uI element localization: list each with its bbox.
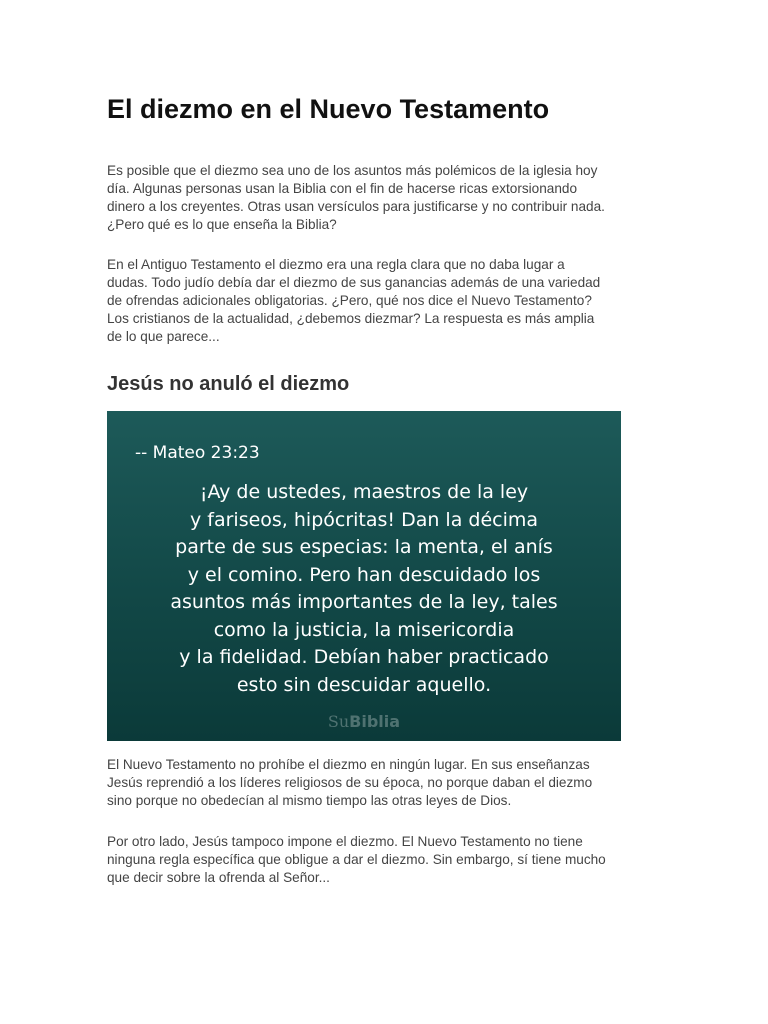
watermark-bold: Biblia xyxy=(349,712,401,731)
paragraph-line: ninguna regla específica que obligue a dar el diezmo. Sin embargo, sí tiene mucho xyxy=(107,852,606,867)
verse-line: como la justicia, la misericordia xyxy=(213,618,515,641)
paragraph-line: ¿Pero qué es lo que enseña la Biblia? xyxy=(107,217,337,232)
offering-paragraph xyxy=(107,833,667,887)
paragraph-line: Jesús reprendió a los líderes religiosos de su época, no porque daban el diezmo xyxy=(107,775,593,790)
verse-line: asuntos más importantes de la ley, tales xyxy=(170,591,558,613)
verse-line: ¡Ay de ustedes, maestros de la ley xyxy=(199,481,529,503)
verse-image xyxy=(107,411,621,741)
paragraph-line: dudas. Todo judío debía dar el diezmo de sus ganancias además de una variedad xyxy=(107,275,601,290)
paragraph-line: sino porque no obedecían al mismo tiempo las otras leyes de Dios. xyxy=(107,793,512,808)
new-testament-paragraph xyxy=(107,756,667,810)
paragraph-line: de ofrendas adicionales obligatorias. ¿Pero, qué nos dice el Nuevo Testamento? xyxy=(107,293,592,308)
verse-line: y el comino. Pero han descuidado los xyxy=(187,563,541,586)
verse-text xyxy=(107,479,621,699)
verse-line: y fariseos, hipócritas! Dan la décima xyxy=(189,508,539,531)
intro-paragraph xyxy=(107,162,667,234)
paragraph-line: Los cristianos de la actualidad, ¿debemos diezmar? La respuesta es más amplia xyxy=(107,311,595,326)
verse-line: parte de sus especias: la menta, el anís xyxy=(175,536,553,558)
paragraph-line: Por otro lado, Jesús tampoco impone el diezmo. El Nuevo Testamento no tiene xyxy=(107,834,583,849)
section-heading: Jesús no anuló el diezmo xyxy=(107,373,350,395)
paragraph-line: que decir sobre la ofrenda al Señor... xyxy=(107,870,330,885)
paragraph-line: Es posible que el diezmo sea uno de los asuntos más polémicos de la iglesia hoy xyxy=(107,163,598,178)
paragraph-line: día. Algunas personas usan la Biblia con el fin de hacerse ricas extorsionando xyxy=(107,181,578,196)
paragraph-line: El Nuevo Testamento no prohíbe el diezmo en ningún lugar. En sus enseñanzas xyxy=(107,757,590,772)
old-testament-paragraph xyxy=(107,256,667,346)
paragraph-line: En el Antiguo Testamento el diezmo era una regla clara que no daba lugar a xyxy=(107,257,565,272)
watermark-prefix: Su xyxy=(327,712,350,731)
subiblia-watermark-logo xyxy=(107,712,621,731)
verse-line: esto sin descuidar aquello. xyxy=(236,673,492,696)
verse-reference: -- Mateo 23:23 xyxy=(135,443,260,463)
paragraph-line: de lo que parece... xyxy=(107,329,220,344)
article-title: El diezmo en el Nuevo Testamento xyxy=(107,94,550,124)
verse-line: y la fidelidad. Debían haber practicado xyxy=(179,646,549,668)
paragraph-line: dinero a los creyentes. Otras usan versículos para justificarse y no contribuir nada. xyxy=(107,199,605,214)
